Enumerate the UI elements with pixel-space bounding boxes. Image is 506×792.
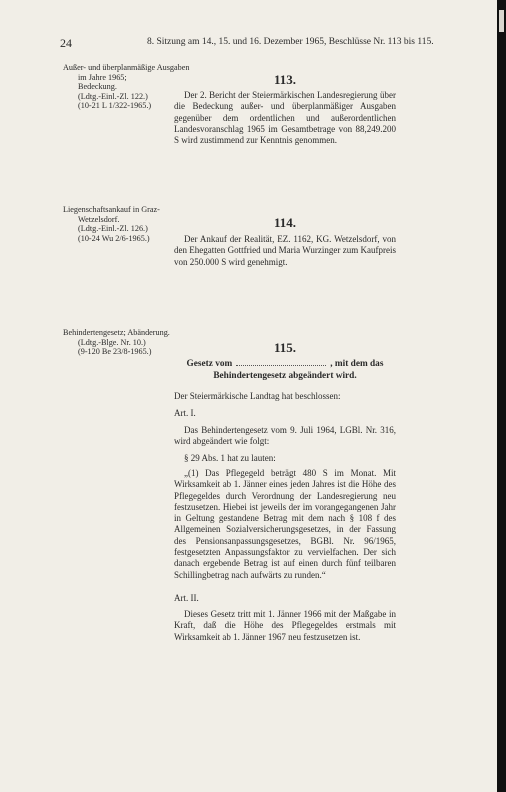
section-text-113: Der 2. Bericht der Steiermärkischen Landesregierung über die Bedeckung außer- und überplanmäßiger Ausgaben gegenüber dem ordentlichen und außerordentlichen Landesvoranschlag 1965 im Gesamtbetrage von 88,249.200 S wird zustimmend zur Kenntnis genommen. <box>174 90 396 146</box>
side-note-line: (Ldtg.-Einl.-Zl. 126.) <box>78 224 148 234</box>
law-title-line-1 <box>174 359 396 369</box>
side-note-line: (10-24 Wu 2/6-1965.) <box>78 233 150 243</box>
law-title-prefix: Gesetz vom <box>186 359 233 369</box>
side-note-line: Bedeckung. <box>78 82 117 92</box>
running-title: 8. Sitzung am 14., 15. und 16. Dezember 1965, Beschlüsse Nr. 113 bis 115. <box>147 37 434 47</box>
side-note-line: im Jahre 1965; <box>78 72 127 82</box>
side-note-line: Liegenschaftsankauf in Graz- <box>63 205 160 214</box>
side-note-line: (9-120 Be 23/8-1965.) <box>78 347 152 357</box>
side-note-line: (Ldtg.-Blge. Nr. 10.) <box>78 337 146 347</box>
article-1-text: Das Behindertengesetz vom 9. Juli 1964, LGBl. Nr. 316, wird abgeändert wie folgt: <box>174 425 396 447</box>
page-number: 24 <box>60 36 72 50</box>
law-title-line-2: Behindertengesetz abgeändert wird. <box>213 371 357 381</box>
side-note-line: Außer- und überplanmäßige Ausgaben <box>63 63 190 72</box>
law-intro: Der Steiermärkische Landtag hat beschlossen: <box>174 391 341 401</box>
quoted-law-text: „(1) Das Pflegegeld beträgt 480 S im Monat. Mit Wirksamkeit ab 1. Jänner eines jeden Jahres ist die Höhe des Pflegegeldes durch Verordnung der Landesregierung neu festzusetzen. Hiebei ist jeweils der im vorangegangenen Jahr in Geltung gestandene Betrag mit dem nach § 108 f des Allgemeinen Sozialversicherungsgesetzes, in der Fassung des Pensionsanpassungsgesetzes, BGBl. Nr. 96/1965, festgesetzten Anpassungsfaktor zu vervielfachen. Der sich danach ergebende Betrag ist auf einen durch fünf teilbaren Schillingbetrag nach aufwärts zu runden.“ <box>174 468 396 580</box>
side-note-114 <box>63 205 160 243</box>
article-2-heading: Art. II. <box>174 593 199 603</box>
law-title <box>174 359 396 381</box>
side-note-line: (10-21 L 1/322-1965.) <box>78 101 152 111</box>
scan-edge <box>497 0 506 792</box>
section-text-114: Der Ankauf der Realität, EZ. 1162, KG. Wetzelsdorf, von den Ehegatten Gottfried und Maria Wurzinger zum Kaufpreis von 250.000 S wird genehmigt. <box>174 234 396 267</box>
paragraph-reference: § 29 Abs. 1 hat zu lauten: <box>184 453 276 463</box>
section-number-113: 113. <box>273 72 297 87</box>
article-1-heading: Art. I. <box>174 408 196 418</box>
section-number-115: 115. <box>273 340 297 355</box>
date-blank <box>236 365 326 366</box>
side-note-113 <box>63 63 189 111</box>
side-note-line: Behindertengesetz; Abänderung. <box>63 328 170 337</box>
section-number-114: 114. <box>273 215 297 230</box>
article-2-text: Dieses Gesetz tritt mit 1. Jänner 1966 mit der Maßgabe in Kraft, daß die Höhe des Pflegegeldes erstmals mit Wirksamkeit ab 1. Jänner 1967 neu festzusetzen ist. <box>174 609 396 642</box>
law-title-suffix: , mit dem das <box>330 359 384 369</box>
side-note-line: (Ldtg.-Einl.-Zl. 122.) <box>78 91 148 101</box>
side-note-115 <box>63 328 170 357</box>
scan-edge-mark <box>499 10 504 32</box>
side-note-line: Wetzelsdorf. <box>78 214 120 224</box>
